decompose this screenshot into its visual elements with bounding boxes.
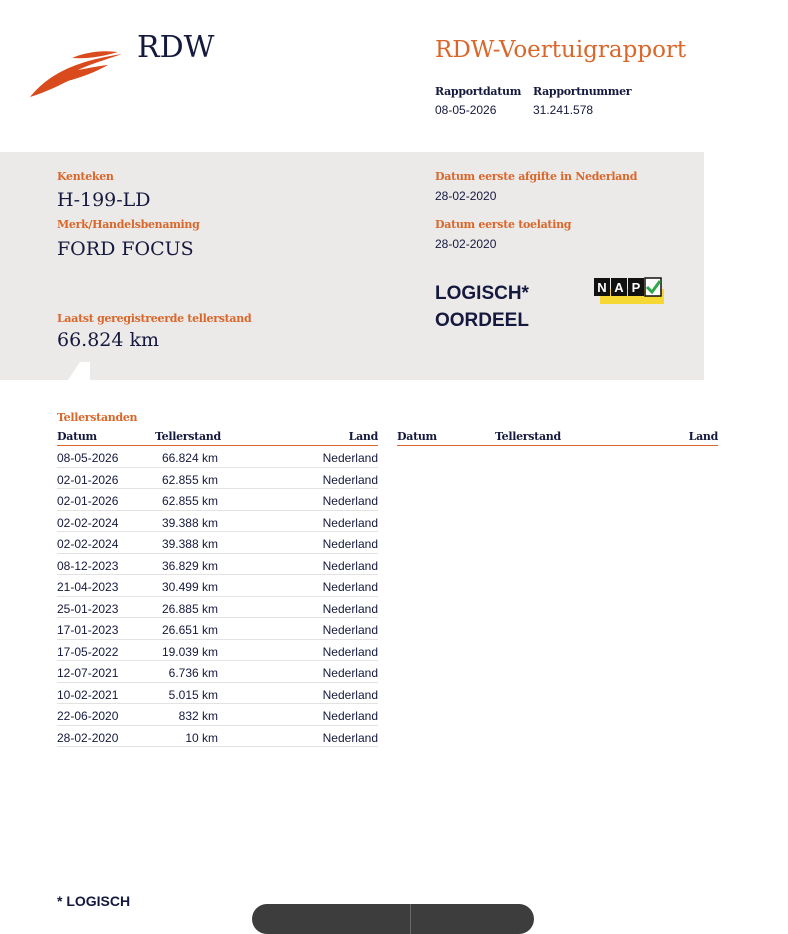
cell-reading: 39.388 km bbox=[161, 515, 218, 530]
cell-date: 10-02-2021 bbox=[57, 687, 119, 702]
cell-date: 22-06-2020 bbox=[57, 709, 119, 723]
cell-country: Nederland bbox=[322, 494, 378, 508]
cell-reading: 39.388 km bbox=[161, 537, 218, 551]
cell-date: 12-07-2021 bbox=[57, 666, 119, 680]
report-number: 31.241.578 bbox=[533, 103, 594, 117]
cell-country: Nederland bbox=[322, 644, 378, 659]
cell-reading: 19.039 km bbox=[161, 644, 218, 659]
panel-corner-shape bbox=[0, 362, 90, 384]
cell-date: 21-04-2023 bbox=[57, 580, 119, 594]
header-country: Land bbox=[688, 430, 718, 443]
cell-date: 02-02-2024 bbox=[57, 537, 119, 551]
odometer-table-left bbox=[57, 430, 378, 747]
cell-country: Nederland bbox=[322, 666, 378, 680]
cell-reading: 26.651 km bbox=[161, 623, 218, 637]
report-title: RDW-Voertuigrapport bbox=[435, 37, 687, 63]
cell-country: Nederland bbox=[322, 515, 378, 530]
table-row bbox=[57, 683, 378, 705]
cell-country: Nederland bbox=[322, 451, 378, 465]
cell-reading: 66.824 km bbox=[161, 451, 218, 465]
cell-date: 28-02-2020 bbox=[57, 730, 119, 745]
judgement-line1: LOGISCH* bbox=[435, 283, 529, 304]
table-row bbox=[57, 618, 378, 640]
first-nl-value: 28-02-2020 bbox=[435, 189, 497, 203]
odometer-table-right bbox=[397, 430, 718, 446]
rdw-logo-icon bbox=[28, 48, 124, 100]
judgement-line2: OORDEEL bbox=[435, 310, 529, 331]
table-body bbox=[57, 446, 378, 747]
cell-reading: 62.855 km bbox=[161, 494, 218, 508]
cell-country: Nederland bbox=[322, 730, 378, 745]
cell-date: 08-12-2023 bbox=[57, 558, 119, 573]
header-date: Datum bbox=[397, 430, 437, 443]
header-country: Land bbox=[348, 430, 378, 443]
cell-date: 02-01-2026 bbox=[57, 494, 119, 508]
first-admission-value: 28-02-2020 bbox=[435, 237, 497, 251]
header-reading: Tellerstand bbox=[155, 430, 221, 443]
cell-date: 02-02-2024 bbox=[57, 515, 119, 530]
cell-reading: 6.736 km bbox=[168, 666, 218, 680]
table-row bbox=[57, 704, 378, 726]
toolbar-divider bbox=[410, 904, 411, 934]
cell-date: 17-05-2022 bbox=[57, 644, 119, 659]
table-row bbox=[57, 640, 378, 662]
cell-reading: 10 km bbox=[185, 730, 218, 745]
cell-country: Nederland bbox=[322, 687, 378, 702]
table-row bbox=[57, 726, 378, 748]
odometer-section-title: Tellerstanden bbox=[57, 411, 138, 424]
cell-country: Nederland bbox=[322, 580, 378, 594]
nap-letter-n: N bbox=[597, 280, 607, 295]
cell-reading: 62.855 km bbox=[161, 472, 218, 487]
table-row bbox=[57, 468, 378, 490]
cell-reading: 832 km bbox=[178, 709, 218, 723]
first-admission-label: Datum eerste toelating bbox=[435, 218, 572, 231]
cell-country: Nederland bbox=[322, 623, 378, 637]
table-row bbox=[57, 489, 378, 511]
table-row bbox=[57, 575, 378, 597]
table-header bbox=[397, 430, 718, 446]
cell-date: 08-05-2026 bbox=[57, 451, 119, 465]
table-row bbox=[57, 661, 378, 683]
cell-date: 17-01-2023 bbox=[57, 623, 119, 637]
nap-letter-p: P bbox=[631, 280, 641, 295]
cell-country: Nederland bbox=[322, 558, 378, 573]
cell-date: 02-01-2026 bbox=[57, 472, 119, 487]
header-reading: Tellerstand bbox=[495, 430, 561, 443]
make-label: Merk/Handelsbenaming bbox=[57, 218, 200, 231]
viewer-toolbar[interactable] bbox=[252, 904, 534, 934]
table-header bbox=[57, 430, 378, 446]
cell-reading: 36.829 km bbox=[161, 558, 218, 573]
nap-letter-a: A bbox=[614, 280, 624, 295]
plate-label: Kenteken bbox=[57, 170, 114, 183]
cell-country: Nederland bbox=[322, 601, 378, 616]
table-row bbox=[57, 511, 378, 533]
judgement bbox=[435, 280, 529, 334]
odometer-value: 66.824 km bbox=[57, 329, 160, 351]
cell-reading: 5.015 km bbox=[168, 687, 218, 702]
report-date-label: Rapportdatum bbox=[435, 85, 522, 98]
cell-country: Nederland bbox=[322, 709, 378, 723]
table-row bbox=[57, 446, 378, 468]
plate-value: H-199-LD bbox=[57, 189, 151, 211]
header-date: Datum bbox=[57, 430, 97, 443]
cell-reading: 26.885 km bbox=[161, 601, 218, 616]
odometer-label: Laatst geregistreerde tellerstand bbox=[57, 312, 252, 325]
cell-reading: 30.499 km bbox=[161, 580, 218, 594]
cell-country: Nederland bbox=[322, 472, 378, 487]
footnote: * LOGISCH bbox=[57, 893, 131, 909]
table-row bbox=[57, 597, 378, 619]
cell-date: 25-01-2023 bbox=[57, 601, 119, 616]
first-nl-label: Datum eerste afgifte in Nederland bbox=[435, 170, 638, 183]
logo-text: RDW bbox=[137, 30, 215, 65]
report-number-label: Rapportnummer bbox=[533, 85, 632, 98]
make-value: FORD FOCUS bbox=[57, 238, 194, 260]
report-date: 08-05-2026 bbox=[435, 103, 497, 117]
table-row bbox=[57, 532, 378, 554]
nap-logo-icon bbox=[594, 277, 666, 305]
cell-country: Nederland bbox=[322, 537, 378, 551]
table-row bbox=[57, 554, 378, 576]
